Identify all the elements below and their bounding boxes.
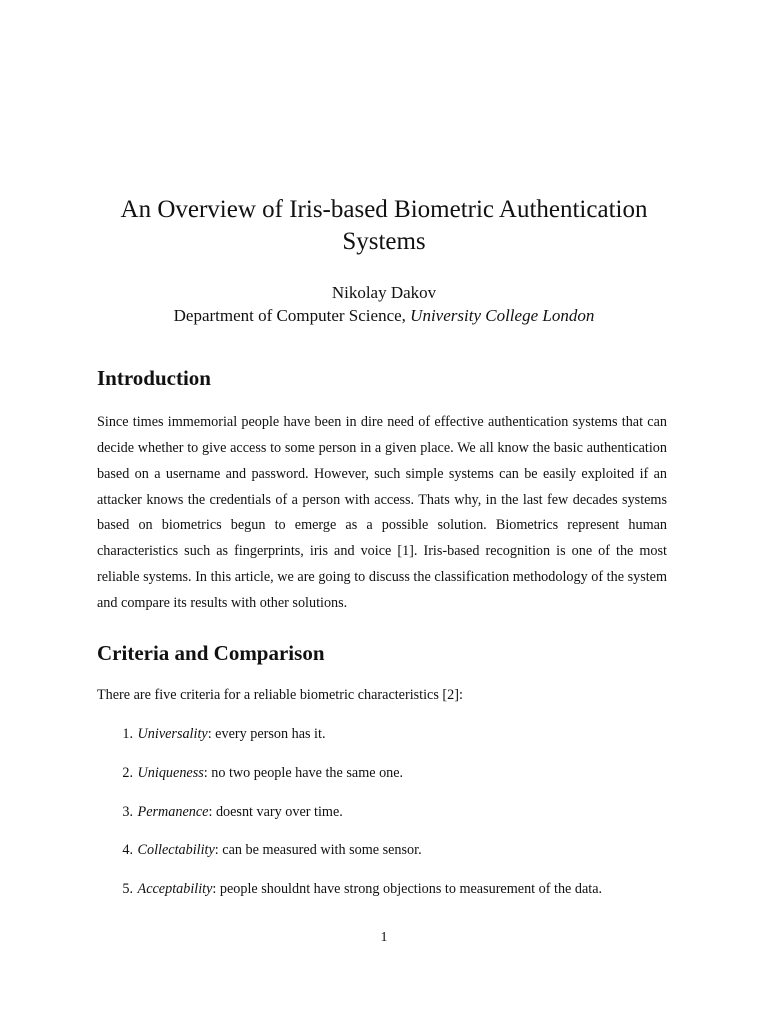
list-item-number: 1. (122, 726, 133, 742)
list-item-term: Uniqueness (137, 764, 204, 781)
department-name: Department of Computer Science, (173, 306, 411, 325)
list-item (97, 838, 667, 877)
list-item-text: : no two people have the same one. (203, 764, 404, 781)
list-item (97, 800, 667, 839)
list-item-text: : doesnt vary over time. (208, 803, 343, 820)
list-item-number: 4. (122, 842, 133, 859)
list-item-text: : every person has it. (207, 726, 326, 742)
list-item-text: : people shouldnt have strong objections to measurement of the data. (212, 881, 603, 898)
institution-name: University College London (410, 306, 595, 325)
list-item-number: 3. (122, 803, 133, 820)
list-item-term: Collectability (137, 842, 215, 859)
list-item (97, 722, 667, 761)
criteria-intro-paragraph: There are five criteria for a reliable biometric characteristics [2]: (97, 687, 463, 703)
page-number: 1 (380, 930, 388, 945)
list-item (97, 877, 667, 916)
criteria-list (97, 722, 667, 916)
list-item-number: 5. (122, 881, 133, 898)
list-item (97, 761, 667, 800)
author-name: Nikolay Dakov (331, 283, 437, 302)
list-item-number: 2. (122, 764, 133, 781)
list-item-term: Universality (137, 726, 208, 742)
section-heading-introduction: Introduction (97, 366, 211, 390)
paper-title: An Overview of Iris-based Biometric Authentication Systems (120, 196, 648, 255)
list-item-term: Acceptability (137, 881, 213, 898)
author-affiliation (0, 304, 768, 328)
introduction-paragraph: Since times immemorial people have been in dire need of effective authentication systems that can decide whether to give access to some person in a given place. We all know the basic authentication based on a username and password. However, such simple systems can be easily exploited if an attacker knows the credentials of a person with access. Thats why, in the last few decades systems based on biometrics begun to emerge as a possible solution. Biometrics represent human characteristics such as fingerprints, iris and voice [1]. Iris-based recognition is one of the most reliable systems. In this article, we are going to discuss the classification methodology of the system and compare its results with other solutions. (97, 414, 667, 611)
list-item-term: Permanence (137, 803, 209, 820)
section-heading-criteria: Criteria and Comparison (97, 641, 325, 665)
list-item-text: : can be measured with some sensor. (214, 842, 422, 859)
